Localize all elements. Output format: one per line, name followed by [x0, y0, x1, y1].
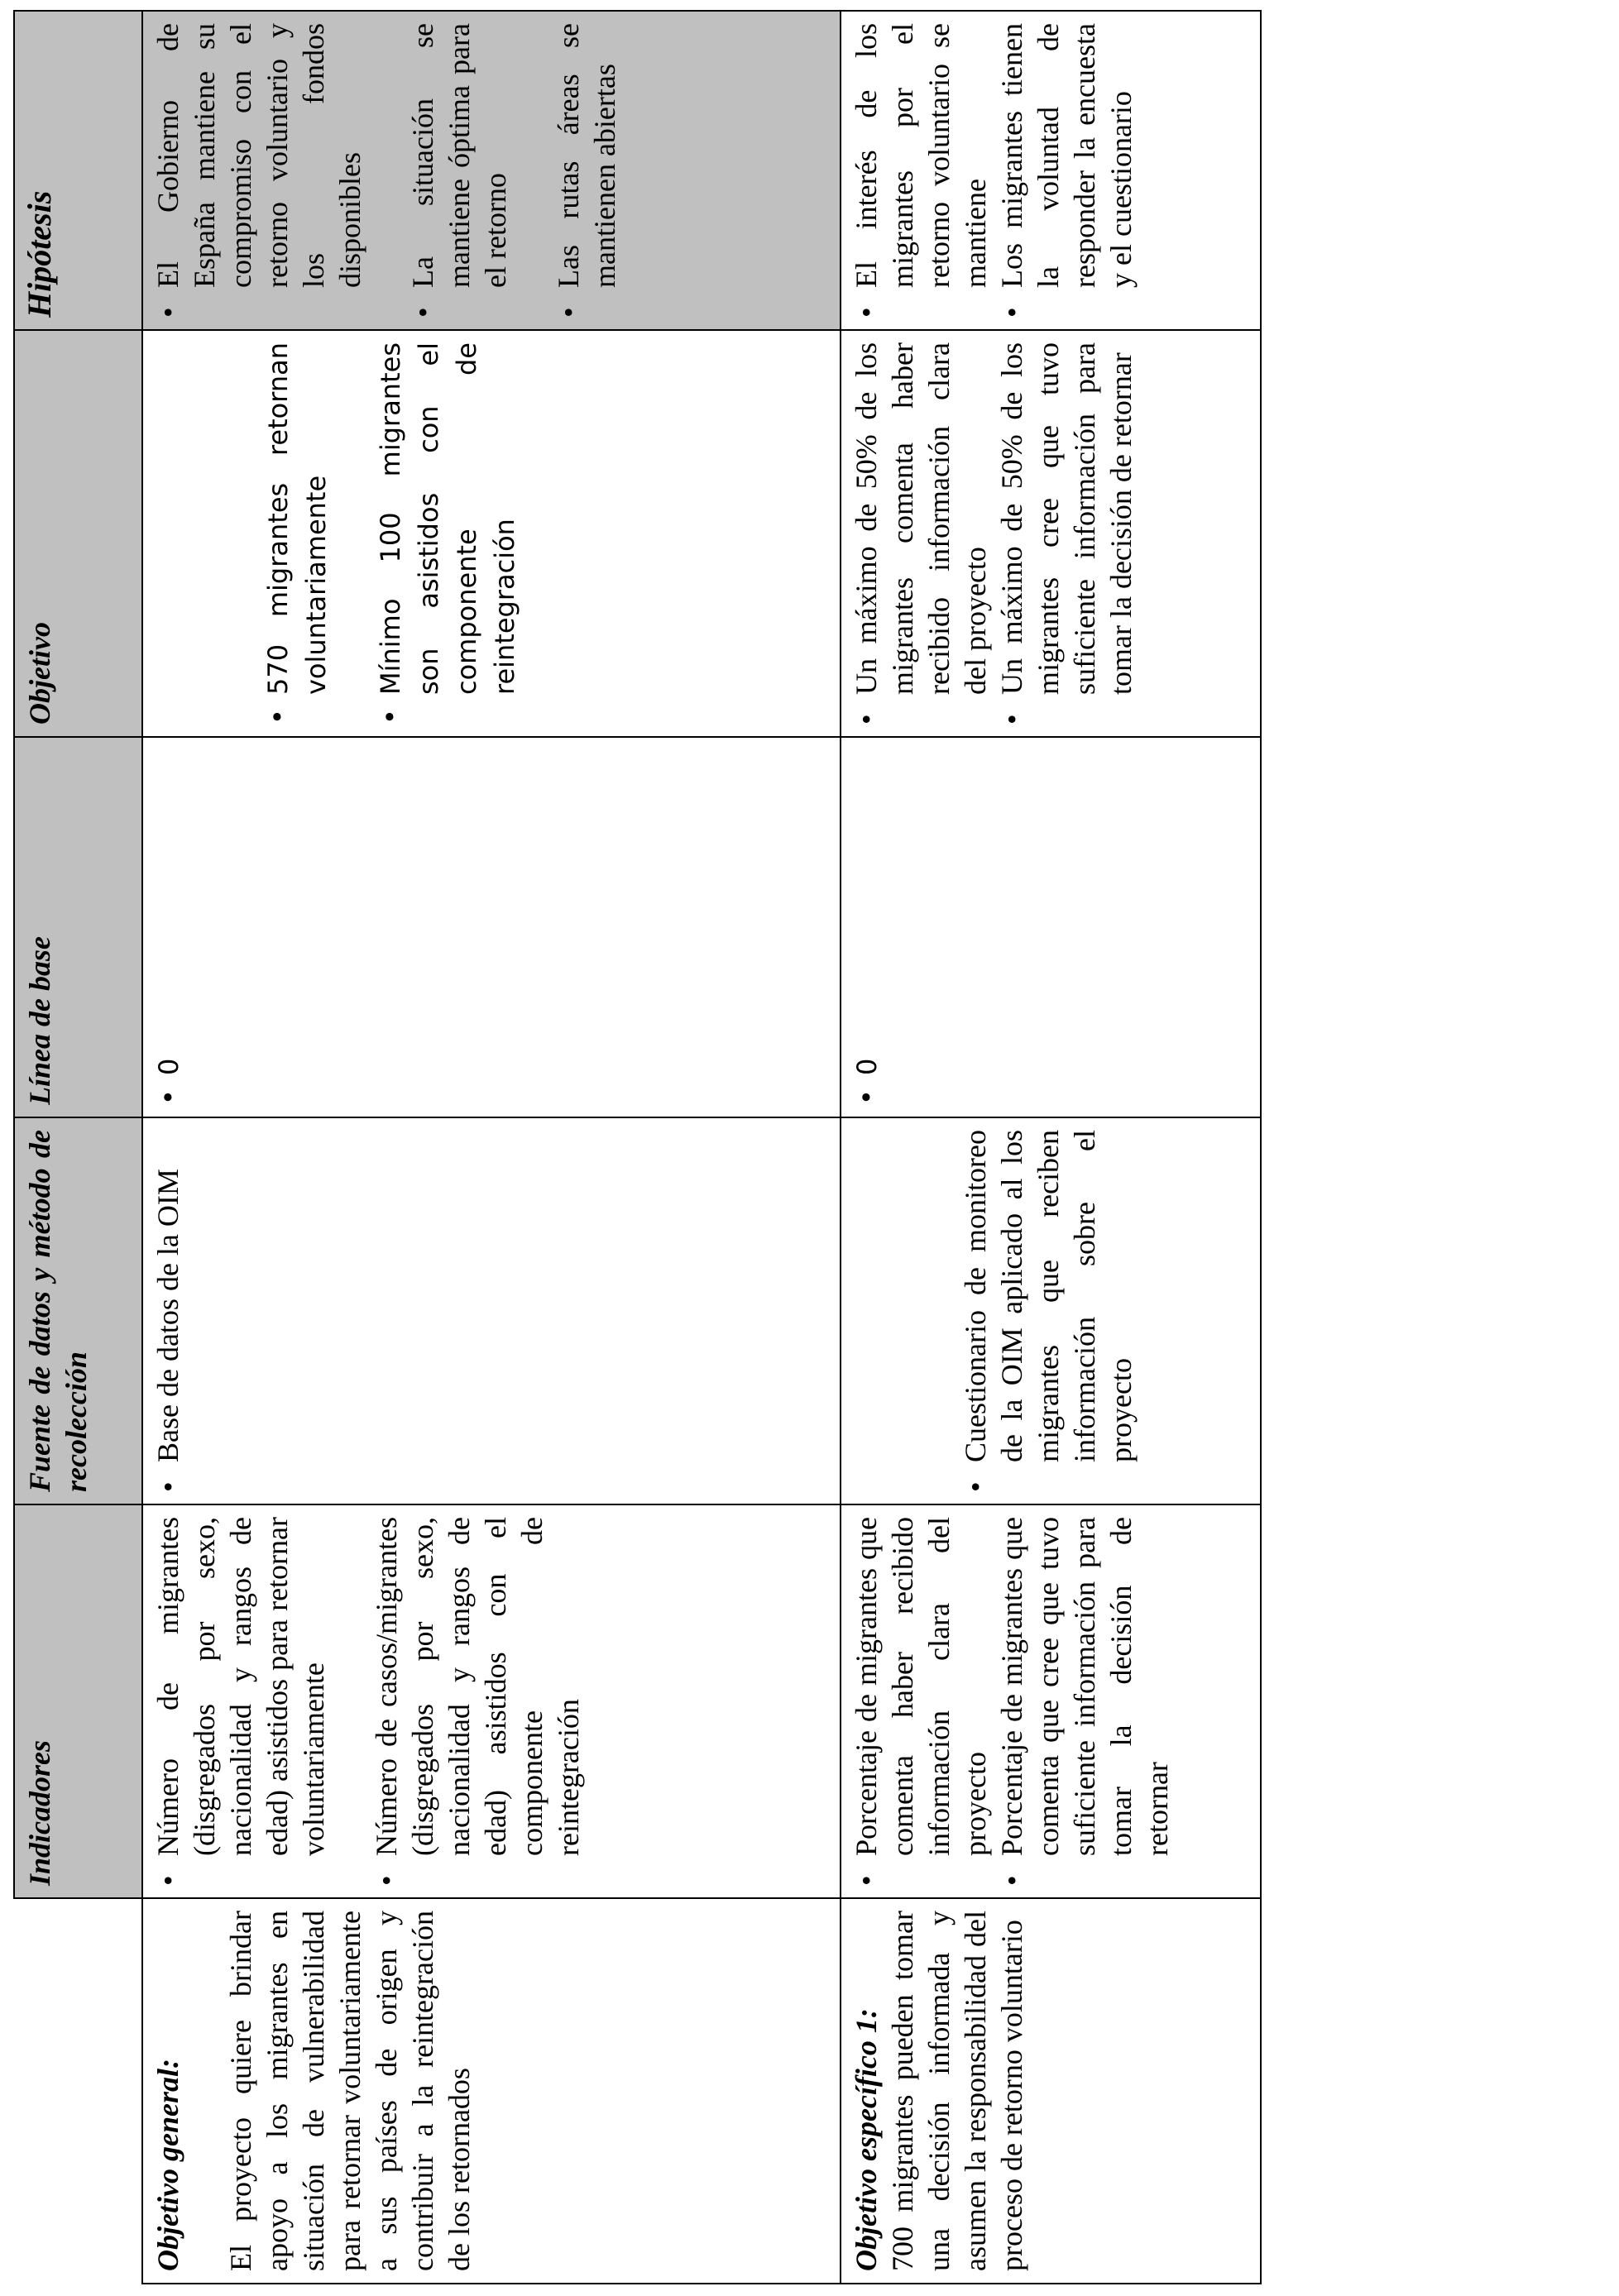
list-item: • Cuestionario de monitoreo de la OIM aplicado al los migrantes que reciben información sobre el proyecto [959, 1130, 1138, 1492]
source-cell [841, 1117, 1261, 1504]
bullet-icon: • [995, 307, 1028, 318]
header-objetivo: Objetivo [14, 330, 142, 737]
list-item: • 0 [848, 749, 886, 1105]
bullet-icon: • [850, 714, 883, 725]
objective-title: Objetivo específico 1: [850, 2008, 883, 2271]
bullet-icon: • [995, 714, 1028, 725]
bullet-icon: • [850, 307, 883, 318]
bullet-icon: • [850, 1875, 883, 1886]
list-item: • Un máximo de 50% de los migrantes cree que tuvo suficiente información para tomar la decisión de retornar [995, 342, 1138, 725]
list-item: • Número de casos/migrantes (disgregados por sexo, nacionalidad y rangos de edad) asistidos con el componente de reintegración [370, 1517, 585, 1886]
list-item: • El interés de los migrantes por el retorno voluntario se mantiene [850, 23, 992, 318]
objective-description: El proyecto quiere brindar apoyo a los migrantes en situación de vulnerabilidad para retornar voluntariamente a sus países de origen y contribuir a la reintegración de los retornados [224, 1911, 476, 2271]
list-item: • Base de datos de la OIM [151, 1169, 184, 1492]
hypothesis-cell [142, 11, 841, 330]
header-hipotesis: Hipótesis [14, 11, 142, 330]
objective-title: Objetivo general: [151, 2059, 184, 2271]
list-item: • Número de migrantes (disgregados por sexo, nacionalidad y rangos de edad) asistidos para retornar voluntariamente [151, 1517, 330, 1886]
list-item: • 0 [150, 749, 188, 1105]
logframe-table [13, 10, 1262, 2284]
bullet-icon: • [851, 1089, 883, 1105]
header-fuente: Fuente de datos y método de recolección [14, 1117, 142, 1504]
header-row [14, 11, 142, 2284]
bullet-icon: • [552, 307, 585, 318]
bullet-icon: • [370, 1875, 403, 1886]
list-item: • 570 migrantes retornan voluntariamente [259, 342, 335, 725]
list-item: • Un máximo de 50% de los migrantes comenta haber recibido información clara del proyecto [850, 342, 992, 725]
list-item: • La situación se mantiene óptima para el retorno [406, 23, 512, 318]
baseline-cell [841, 737, 1261, 1117]
list-item: • Mínimo 100 migrantes son asistidos con el componente de reintegración [371, 342, 524, 725]
list-item: • El Gobierno de España mantiene su compromiso con el retorno voluntario y los fondos disponibles [151, 23, 366, 318]
bullet-icon: • [375, 709, 406, 725]
bullet-icon: • [262, 709, 294, 725]
bullet-icon: • [151, 1875, 184, 1886]
bullet-icon: • [151, 1481, 184, 1492]
bullet-icon: • [406, 307, 439, 318]
baseline-cell [142, 737, 841, 1117]
objective-cell [841, 1898, 1261, 2284]
list-item: • Los migrantes tienen la voluntad de responder la encuesta y el cuestionario [995, 23, 1138, 318]
indicators-cell [841, 1504, 1261, 1898]
header-corner [14, 1898, 142, 2284]
list-item: • Porcentaje de migrantes que comenta haber recibido información clara del proyecto [850, 1517, 992, 1886]
table-row [142, 11, 841, 2284]
objective-description: 700 migrantes pueden tomar una decisión informada y asumen la responsabilidad del proceso de retorno voluntario [886, 1911, 1028, 2271]
header-linea-base: Línea de base [14, 737, 142, 1117]
target-cell [142, 330, 841, 737]
target-cell [841, 330, 1261, 737]
bullet-icon: • [995, 1875, 1028, 1886]
bullet-icon: • [151, 307, 184, 318]
bullet-icon: • [153, 1089, 184, 1105]
hypothesis-cell [841, 11, 1261, 330]
list-item: • Porcentaje de migrantes que comenta que cree que tuvo suficiente información para tomar la decisión de retornar [995, 1517, 1174, 1886]
source-cell [142, 1117, 841, 1504]
rotated-page [13, 12, 1260, 2284]
indicators-cell [142, 1504, 841, 1898]
header-indicadores: Indicadores [14, 1504, 142, 1898]
objective-cell [142, 1898, 841, 2284]
table-row [841, 11, 1261, 2284]
bullet-icon: • [959, 1481, 992, 1492]
list-item: • Las rutas áreas se mantienen abiertas [552, 23, 621, 318]
